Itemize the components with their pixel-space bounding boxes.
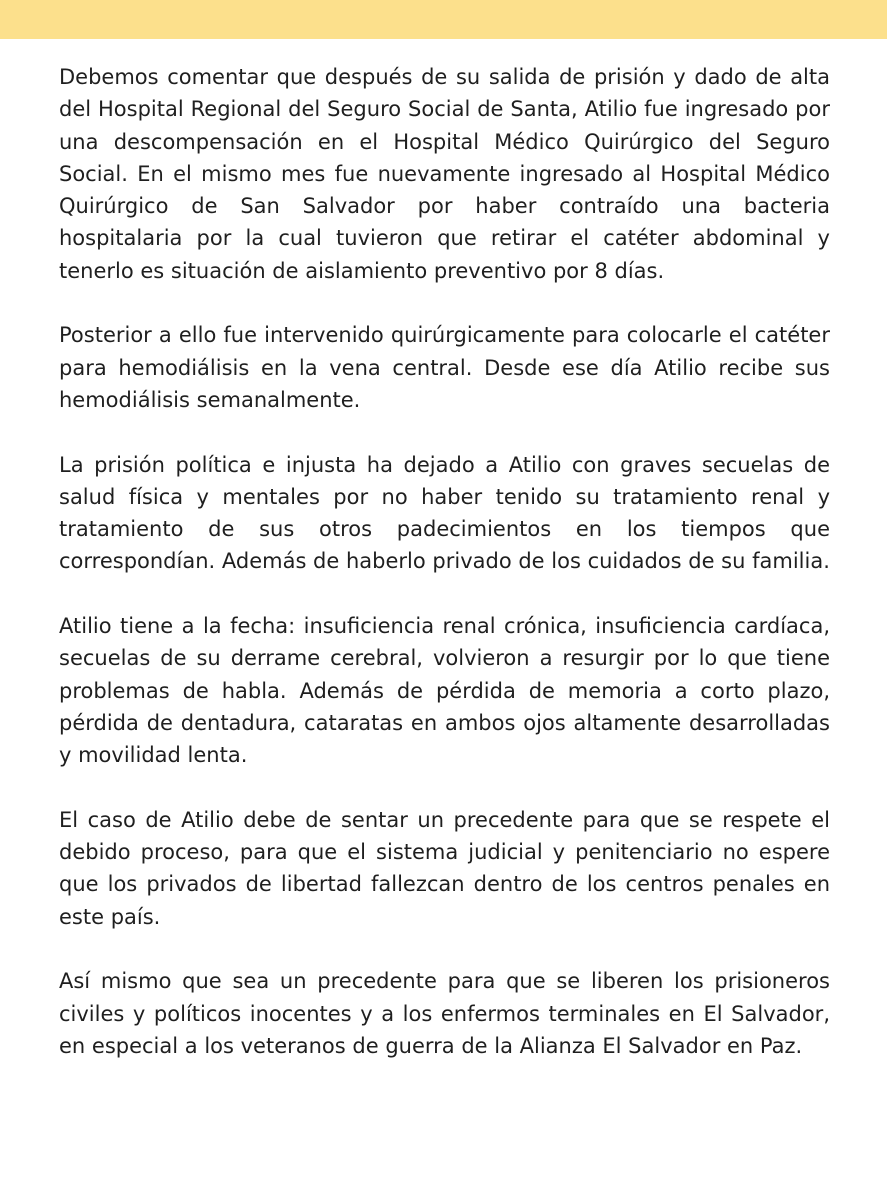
paragraph-precedent-due-process: El caso de Atilio debe de sentar un precedente para que se respete el debido proceso, para que el sistema judicial y penitenciario no espere que los privados de libertad fallezcan dentro de los centros penales en este país. [59, 807, 830, 929]
paragraph-health-consequences: La prisión política e injusta ha dejado a Atilio con graves secuelas de salud física y mentales por no haber tenido su tratamiento renal y tratamiento de sus otros padecimientos en los tiempos que correspondían. Además de haberlo privado de los cuidados de su familia. [59, 452, 830, 574]
paragraph-current-conditions: Atilio tiene a la fecha: insuficiencia renal crónica, insuficiencia cardíaca, secuelas de su derrame cerebral, volvieron a resurgir por lo que tiene problemas de habla. Además de pérdida de memoria a corto plazo, pérdida de dentadura, cataratas en ambos ojos altamente desarrolladas y movilidad lenta. [59, 614, 830, 768]
paragraph-precedent-release: Así mismo que sea un precedente para que se liberen los prisioneros civiles y políticos inocentes y a los enfermos terminales en El Salvador, en especial a los veteranos de guerra de la Alianza El Salvador en Paz. [59, 969, 830, 1058]
paragraph-hemodialysis: Posterior a ello fue intervenido quirúrgicamente para colocarle el catéter para hemodiálisis en la vena central. Desde ese día Atilio recibe sus hemodiálisis semanalmente. [59, 323, 830, 412]
document-body [59, 61, 830, 1062]
paragraph-hospitalization: Debemos comentar que después de su salida de prisión y dado de alta del Hospital Regional del Seguro Social de Santa, Atilio fue ingresado por una descompensación en el Hospital Médico Quirúrgico del Seguro Social. En el mismo mes fue nuevamente ingresado al Hospital Médico Quirúrgico de San Salvador por haber contraído una bacteria hospitalaria por la cual tuvieron que retirar el catéter abdominal y tenerlo es situación de aislamiento preventivo por 8 días. [59, 65, 830, 283]
top-color-band [0, 0, 887, 39]
